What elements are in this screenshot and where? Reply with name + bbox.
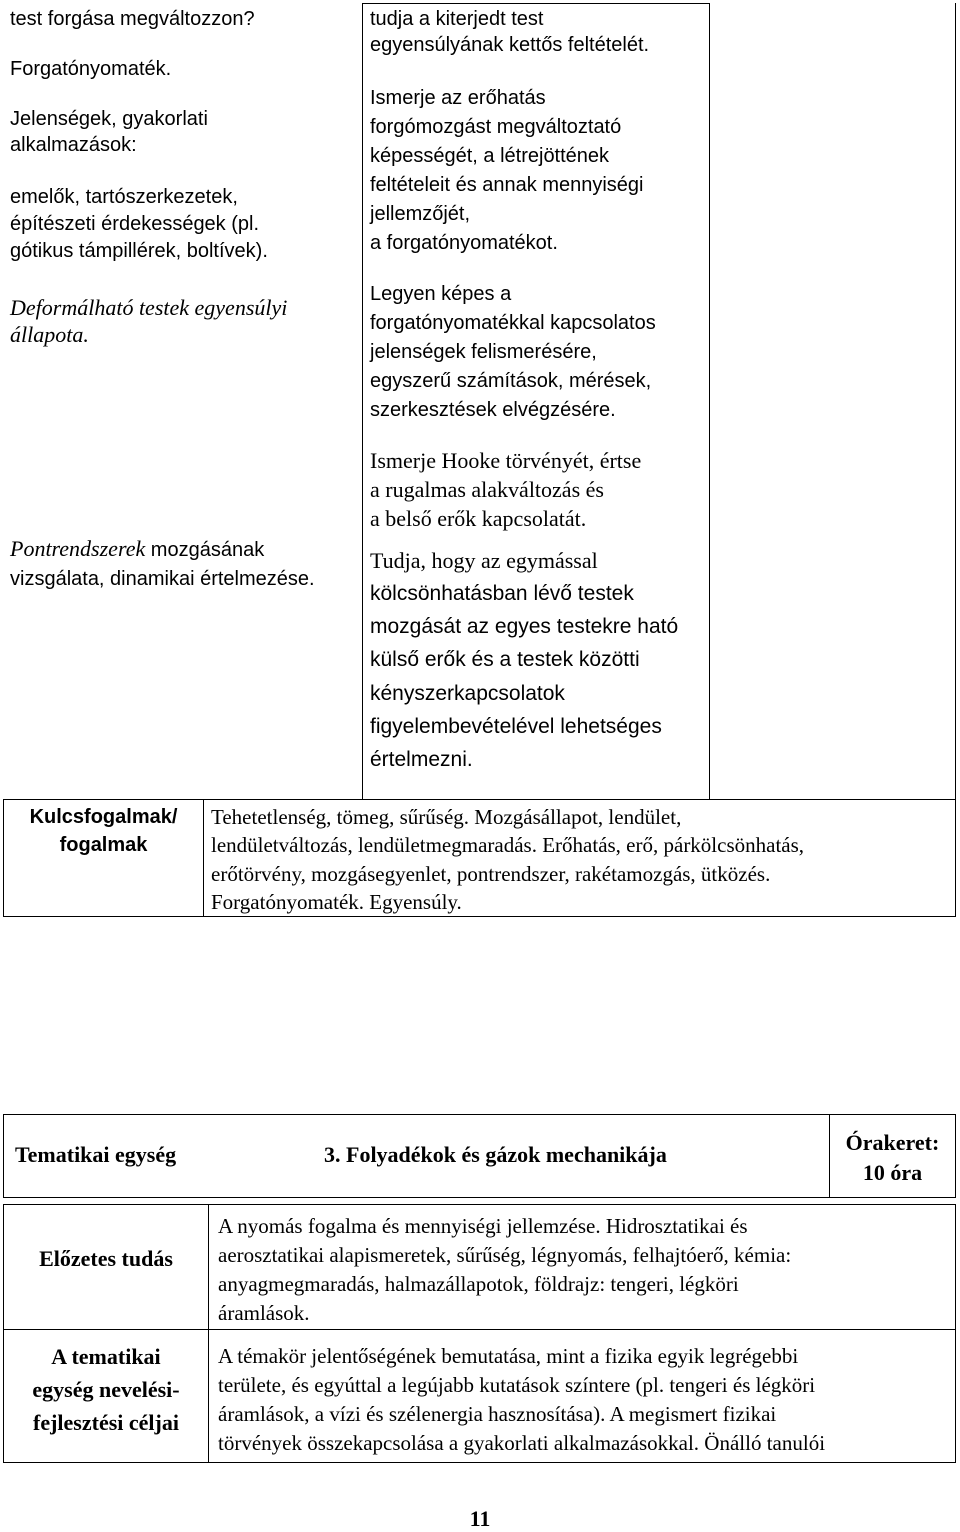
elozetes-line: anyagmegmaradás, halmazállapotok, földrajz: tengeri, légköri [218, 1272, 739, 1296]
kulcs-line: Tehetetlenség, tömeg, sűrűség. Mozgásállapot, lendület, [211, 805, 682, 829]
deform-line: állapota. [10, 322, 89, 347]
top-table-divider-2 [709, 3, 710, 800]
req-line: Tudja, hogy az egymással [370, 548, 598, 573]
kulcs-label: Kulcsfogalmak/ [29, 806, 178, 828]
req-line: jelenségek felismerésére, [370, 341, 597, 363]
celok-label: A tematikai [51, 1344, 161, 1369]
req-line: jellemzőjét, [370, 203, 471, 225]
left-line: test forgása megváltozzon? [10, 8, 255, 30]
unit-label: Tematikai egység [15, 1142, 177, 1167]
bottom-table-divider [208, 1204, 209, 1463]
elozetes-line: aerosztatikai alapismeretek, sűrűség, légnyomás, felhajtóerő, kémia: [218, 1243, 792, 1267]
pontrendszer-rest: mozgásának [145, 539, 265, 561]
req-line: egyensúlyának kettős feltételét. [370, 34, 650, 56]
req-line: a rugalmas alakváltozás és [370, 477, 604, 502]
unit-table-bottom [3, 1197, 956, 1198]
kulcs-row-top [3, 799, 956, 800]
celok-line: törvények összekapcsolása a gyakorlati alkalmazásokkal. Önálló tanulói [218, 1431, 826, 1455]
pontrendszer-line [10, 536, 264, 562]
deform-line: Deformálható testek egyensúlyi [10, 295, 288, 320]
celok-label: fejlesztési céljai [33, 1410, 179, 1435]
unit-table-left [3, 1114, 4, 1198]
pontrendszer-italic: Pontrendszerek [10, 536, 146, 561]
req-line: feltételeit és annak mennyiségi [370, 174, 644, 196]
celok-line: A témakör jelentőségének bemutatása, mint a fizika egyik legrégebbi [218, 1344, 799, 1368]
pontrendszer-line-2: vizsgálata, dinamikai értelmezése. [10, 568, 315, 590]
orakeret-label: Órakeret: [845, 1130, 940, 1155]
celok-line: területe, és egyúttal a legújabb kutatások színtere (pl. tengeri és légköri [218, 1373, 816, 1397]
page-number: 11 [469, 1506, 491, 1531]
req-line: Ismerje az erőhatás [370, 87, 546, 109]
req-line: a forgatónyomatékot. [370, 232, 558, 254]
kulcs-line: lendületváltozás, lendületmegmaradás. Erőhatás, erő, párkölcsönhatás, [211, 833, 805, 857]
bottom-table-top [3, 1204, 956, 1205]
left-line: építészeti érdekességek (pl. [10, 213, 260, 235]
req-line: a belső erők kapcsolatát. [370, 506, 587, 531]
left-line: Forgatónyomaték. [10, 58, 172, 80]
req-line: kényszerkapcsolatok [370, 682, 565, 705]
left-line: Jelenségek, gyakorlati [10, 108, 208, 130]
req-line: képességét, a létrejöttének [370, 145, 610, 167]
unit-table-right [955, 1114, 956, 1198]
orakeret-value: 10 óra [862, 1160, 923, 1185]
kulcs-line: Forgatónyomaték. Egyensúly. [211, 890, 462, 914]
unit-title: 3. Folyadékok és gázok mechanikája [324, 1142, 667, 1167]
req-line: mozgását az egyes testekre ható [370, 615, 679, 638]
celok-label: egység nevelési- [32, 1377, 180, 1402]
req-line: kölcsönhatásban lévő testek [370, 582, 634, 605]
req-line: forgatónyomatékkal kapcsolatos [370, 312, 656, 334]
top-table-divider-1 [362, 3, 363, 800]
elozetes-label: Előzetes tudás [39, 1246, 173, 1271]
kulcs-label: fogalmak [59, 834, 148, 856]
left-line: gótikus támpillérek, boltívek). [10, 240, 268, 262]
req-line: egyszerű számítások, mérések, [370, 370, 652, 392]
req-line: értelmezni. [370, 748, 473, 771]
kulcs-row-bottom [3, 916, 956, 917]
left-line: alkalmazások: [10, 134, 137, 156]
req-line: külső erők és a testek közötti [370, 648, 640, 671]
unit-table-top [3, 1114, 956, 1115]
left-line: emelők, tartószerkezetek, [10, 186, 238, 208]
req-line: figyelembevételével lehetséges [370, 715, 662, 738]
top-table-right-border [955, 3, 956, 917]
req-line: tudja a kiterjedt test [370, 8, 544, 30]
kulcs-line: erőtörvény, mozgásegyenlet, pontrendszer, rakétamozgás, ütközés. [211, 862, 771, 886]
req-line: Legyen képes a [370, 283, 512, 305]
elozetes-line: A nyomás fogalma és mennyiségi jellemzése. Hidrosztatikai és [218, 1214, 748, 1238]
bottom-table-mid [3, 1329, 956, 1330]
req-line: Ismerje Hooke törvényét, értse [370, 448, 642, 473]
req-line: forgómozgást megváltoztató [370, 116, 622, 138]
req-line: szerkesztések elvégzésére. [370, 399, 616, 421]
bottom-table-bottom [3, 1462, 956, 1463]
bottom-table-right [955, 1204, 956, 1463]
top-table-border-top [362, 3, 710, 4]
kulcs-row-divider [203, 799, 204, 917]
elozetes-line: áramlások. [218, 1301, 310, 1325]
celok-line: áramlások, a vízi és szélenergia hasznosítása). A megismert fizikai [218, 1402, 777, 1426]
